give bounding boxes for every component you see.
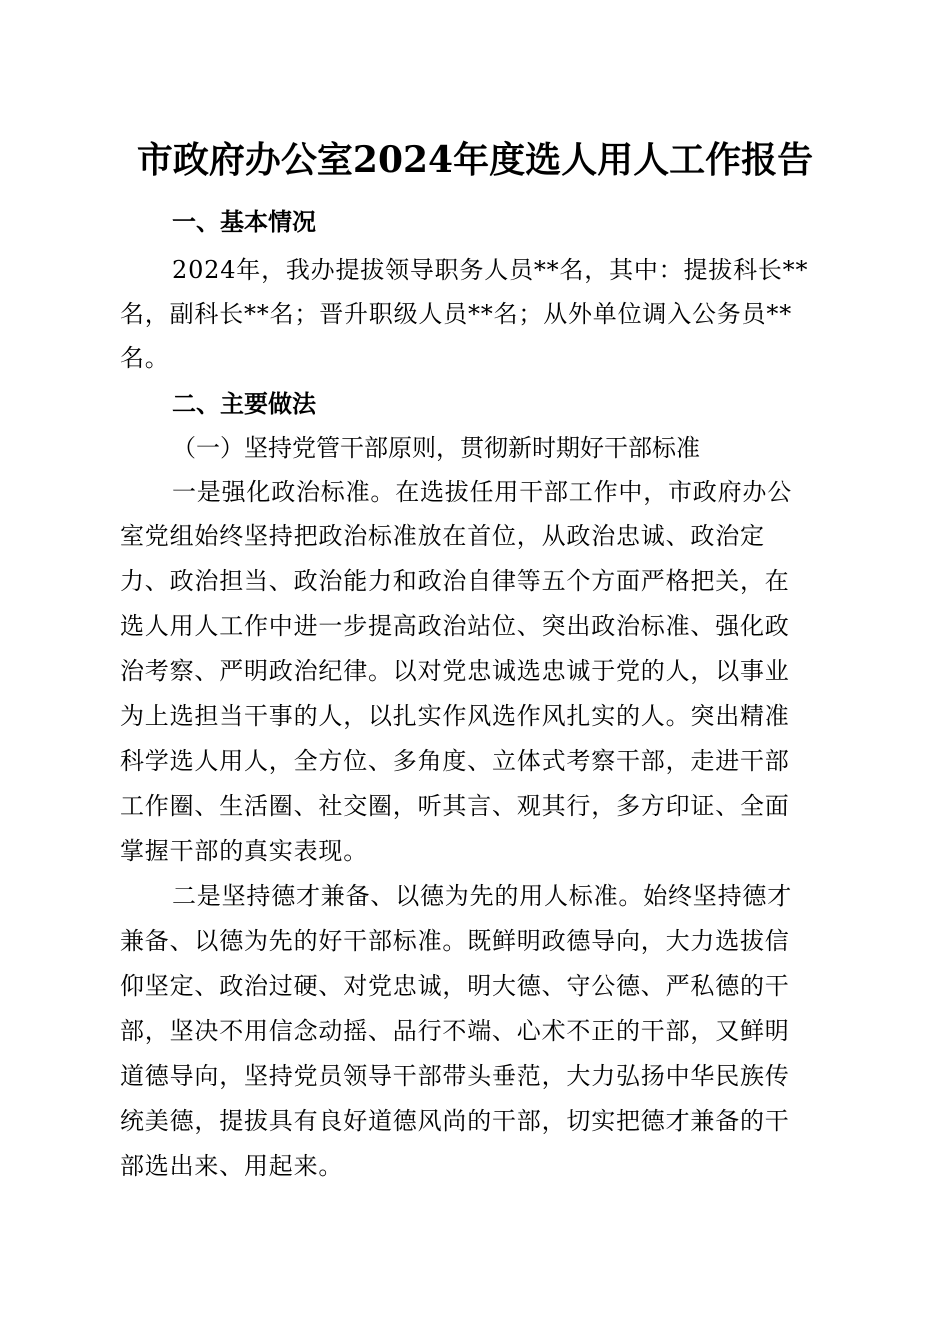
paragraph-line: 名。 [120, 344, 170, 372]
paragraph-line: 选人用人工作中进一步提高政治站位、突出政治标准、强化政 [120, 612, 790, 640]
section-heading-main-practices: 二、主要做法 [172, 390, 316, 418]
paragraph-line: 道德导向，坚持党员领导干部带头垂范，大力弘扬中华民族传 [120, 1062, 790, 1090]
paragraph-line: 统美德，提拔具有良好道德风尚的干部，切实把德才兼备的干 [120, 1107, 790, 1135]
paragraph-line: 部选出来、用起来。 [120, 1152, 344, 1180]
paragraph-line: 一是强化政治标准。在选拔任用干部工作中，市政府办公 [172, 478, 792, 506]
paragraph-line: 兼备、以德为先的好干部标准。既鲜明政德导向，大力选拔信 [120, 927, 790, 955]
paragraph-line: 2024年，我办提拔领导职务人员**名，其中：提拔科长** [172, 256, 809, 284]
document-title: 市政府办公室2024年度选人用人工作报告 [136, 139, 814, 181]
paragraph-line: 力、政治担当、政治能力和政治自律等五个方面严格把关，在 [120, 567, 790, 595]
paragraph-line: 部，坚决不用信念动摇、品行不端、心术不正的干部，又鲜明 [120, 1017, 790, 1045]
paragraph-line: 治考察、严明政治纪律。以对党忠诚选忠诚于党的人，以事业 [120, 657, 790, 685]
paragraph-line: 工作圈、生活圈、社交圈，听其言、观其行，多方印证、全面 [120, 792, 790, 820]
paragraph-line: 二是坚持德才兼备、以德为先的用人标准。始终坚持德才 [172, 882, 792, 910]
paragraph-line: 室党组始终坚持把政治标准放在首位，从政治忠诚、政治定 [120, 522, 765, 550]
paragraph-line: 为上选担当干事的人，以扎实作风选作风扎实的人。突出精准 [120, 702, 790, 730]
paragraph-line: 掌握干部的真实表现。 [120, 837, 368, 865]
paragraph-line: 名，副科长**名；晋升职级人员**名；从外单位调入公务员** [120, 300, 792, 328]
section-heading-basic-info: 一、基本情况 [172, 208, 316, 236]
paragraph-line: 仰坚定、政治过硬、对党忠诚，明大德、守公德、严私德的干 [120, 972, 790, 1000]
paragraph-line: 科学选人用人，全方位、多角度、立体式考察干部，走进干部 [120, 747, 790, 775]
subsection-heading: （一）坚持党管干部原则，贯彻新时期好干部标准 [172, 434, 700, 462]
